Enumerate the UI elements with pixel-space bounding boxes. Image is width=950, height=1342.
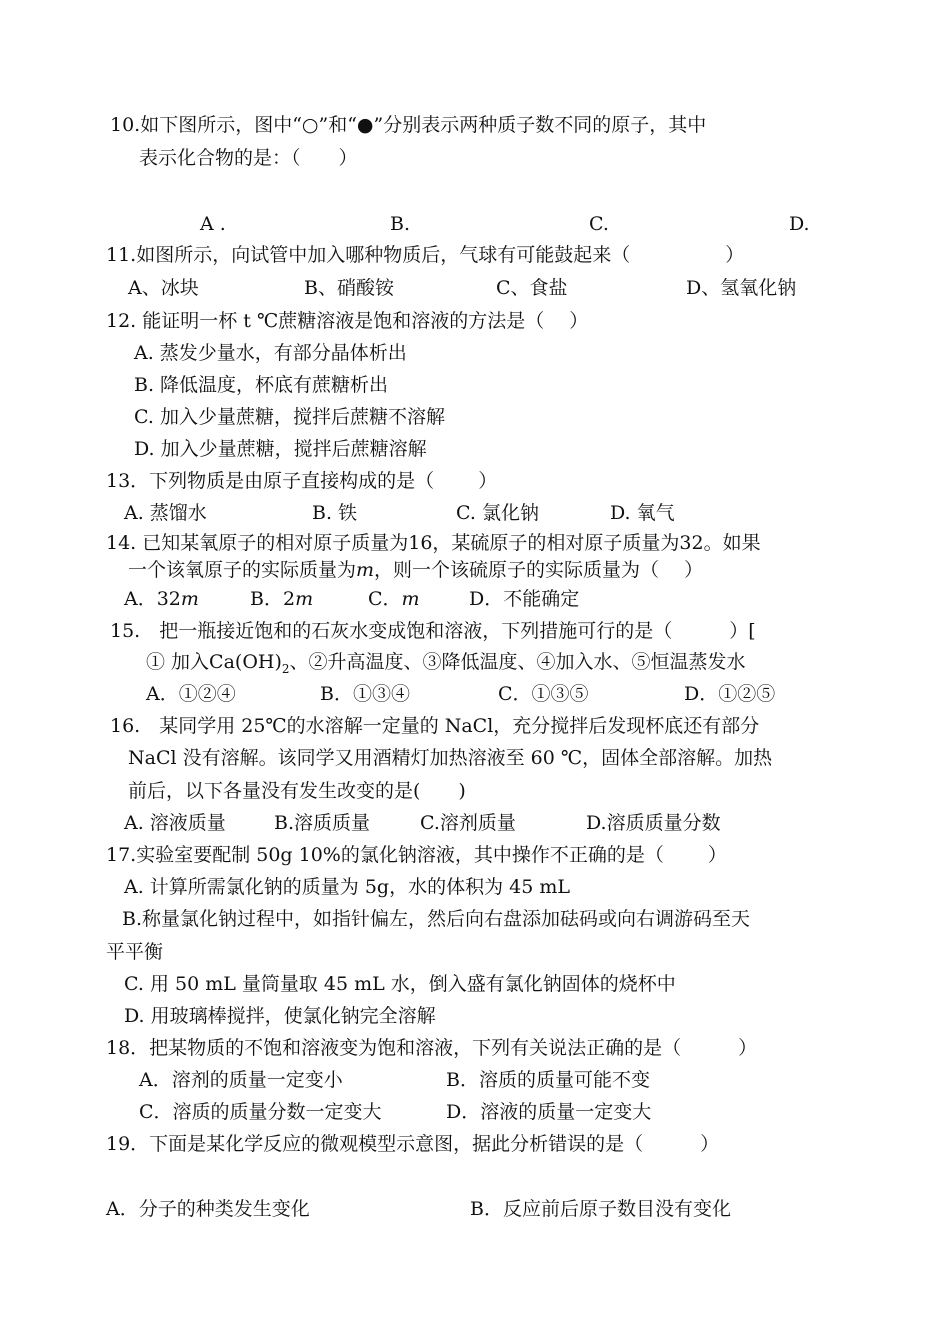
q16-option-a: A. 溶液质量 (124, 812, 226, 834)
q14-option-a-text: A．32 (124, 588, 181, 610)
q13-option-c: C. 氯化钠 (456, 502, 539, 524)
q15-measures-pre: ① 加入Ca(OH) (146, 651, 282, 673)
q15-measures-post: 、②升高温度、③降低温度、④加入水、⑤恒温蒸发水 (289, 651, 746, 673)
q14-option-c (368, 587, 420, 611)
q19-option-b: B．反应前后原子数目没有变化 (470, 1198, 731, 1220)
q13-stem: 13．下列物质是由原子直接构成的是（ ） (106, 470, 498, 492)
q16-option-d: D.溶质质量分数 (586, 812, 721, 834)
q12-option-c: C. 加入少量蔗糖，搅拌后蔗糖不溶解 (134, 406, 445, 428)
q14-stem-line1: 14. 已知某氧原子的相对原子质量为16，某硫原子的相对原子质量为32。如果 (106, 532, 761, 554)
q15-option-a: A．①②④ (146, 683, 236, 705)
q15-measures-sub: 2 (281, 661, 290, 676)
q18-option-d: D．溶液的质量一定变大 (446, 1101, 652, 1123)
q13-option-b: B. 铁 (312, 502, 358, 524)
q11-stem: 11.如图所示，向试管中加入哪种物质后，气球有可能鼓起来（ ） (106, 244, 745, 266)
q17-option-d: D. 用玻璃棒搅拌，使氯化钠完全溶解 (124, 1005, 436, 1027)
q16-option-c: C.溶剂质量 (420, 812, 516, 834)
q12-option-b: B. 降低温度，杯底有蔗糖析出 (134, 374, 389, 396)
q14-option-d: D．不能确定 (469, 588, 580, 610)
q14-option-c-var: m (401, 588, 420, 610)
q17-stem: 17.实验室要配制 50g 10%的氯化钠溶液，其中操作不正确的是（ ） (106, 844, 727, 866)
q14-option-c-text: C． (368, 588, 402, 610)
q10-stem-line1: 10.如下图所示，图中“○”和“●”分别表示两种质子数不同的原子，其中 (110, 114, 707, 136)
q14-line2-text-post: ，则一个该硫原子的实际质量为（ ） (374, 559, 704, 581)
q13-option-a: A. 蒸馏水 (124, 502, 207, 524)
q17-option-c: C. 用 50 mL 量筒量取 45 mL 水，倒入盛有氯化钠固体的烧杯中 (124, 973, 676, 995)
q14-option-a-var: m (180, 588, 199, 610)
q18-stem: 18．把某物质的不饱和溶液变为饱和溶液，下列有关说法正确的是（ ） (106, 1037, 758, 1059)
q15-stem: 15. 把一瓶接近饱和的石灰水变成饱和溶液，下列措施可行的是（ ）[ (110, 620, 756, 642)
q17-option-a: A. 计算所需氯化钠的质量为 5g，水的体积为 45 mL (124, 876, 570, 898)
q14-option-b (250, 587, 313, 611)
q17-option-b-line2: 平平衡 (106, 941, 164, 963)
q10-option-c: C. (589, 213, 609, 235)
q15-option-d: D．①②⑤ (684, 683, 776, 705)
q11-option-c: C、食盐 (496, 277, 568, 299)
q11-option-d: D、氢氧化钠 (686, 277, 797, 299)
q19-stem: 19．下面是某化学反应的微观模型示意图，据此分析错误的是（ ） (106, 1133, 720, 1155)
q18-option-c: C．溶质的质量分数一定变大 (139, 1101, 382, 1123)
q14-option-b-text: B．2 (250, 588, 296, 610)
q12-option-a: A. 蒸发少量水，有部分晶体析出 (134, 342, 407, 364)
q18-option-b: B．溶质的质量可能不变 (446, 1069, 650, 1091)
q16-stem-line2: NaCl 没有溶解。该同学又用酒精灯加热溶液至 60 ℃，固体全部溶解。加热 (128, 747, 773, 769)
q15-option-c: C．①③⑤ (498, 683, 589, 705)
q13-option-d: D. 氧气 (610, 502, 675, 524)
q11-option-b: B、硝酸铵 (304, 277, 394, 299)
q15-measures (146, 650, 746, 681)
q15-option-b: B．①③④ (320, 683, 410, 705)
q16-stem-line1: 16. 某同学用 25℃的水溶解一定量的 NaCl，充分搅拌后发现杯底还有部分 (110, 715, 760, 737)
q16-option-b: B.溶质质量 (274, 812, 371, 834)
q14-option-b-var: m (295, 588, 314, 610)
q10-option-a: A . (200, 213, 226, 235)
q16-stem-line3: 前后，以下各量没有发生改变的是( ) (128, 780, 466, 802)
q18-option-a: A．溶剂的质量一定变小 (139, 1069, 343, 1091)
q14-line2-var: m (356, 559, 375, 581)
q19-option-a: A．分子的种类发生变化 (106, 1198, 310, 1220)
q12-stem: 12. 能证明一杯 t ℃蔗糖溶液是饱和溶液的方法是（ ） (106, 310, 589, 332)
q17-option-b-line1: B.称量氯化钠过程中，如指针偏左，然后向右盘添加砝码或向右调游码至天 (122, 908, 751, 930)
q14-stem-line2 (128, 558, 703, 582)
q12-option-d: D. 加入少量蔗糖，搅拌后蔗糖溶解 (134, 438, 427, 460)
q10-option-b: B. (390, 213, 411, 235)
q14-line2-text-pre: 一个该氧原子的实际质量为 (128, 559, 357, 581)
q10-option-d: D. (789, 213, 810, 235)
q14-option-a (124, 587, 199, 611)
q11-option-a: A、冰块 (128, 277, 199, 299)
q10-stem-line2: 表示化合物的是：（ ） (139, 147, 358, 169)
